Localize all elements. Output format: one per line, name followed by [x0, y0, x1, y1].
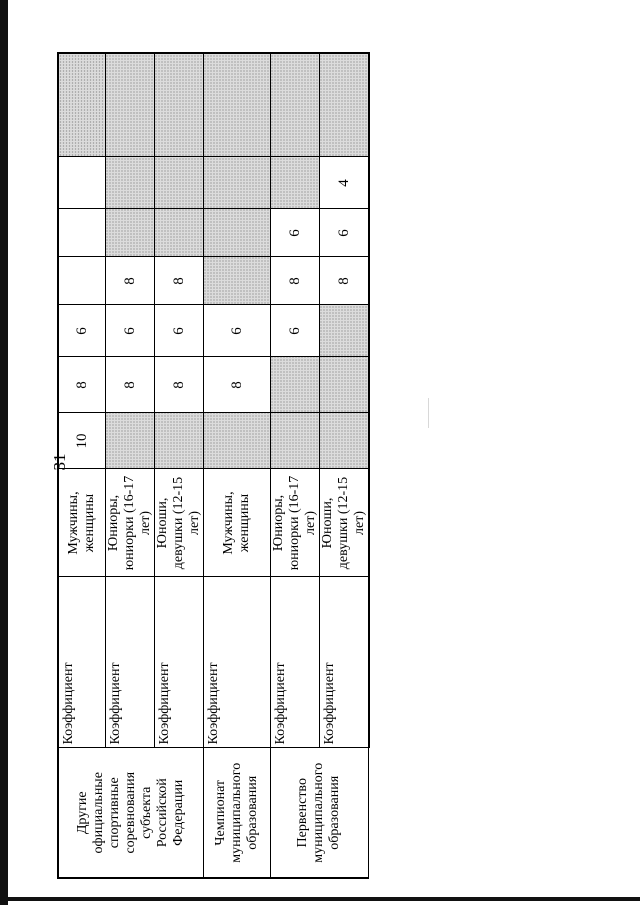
place-cell	[319, 413, 369, 469]
table-row	[203, 53, 270, 878]
place-cell: 8	[58, 357, 105, 413]
place-cell	[154, 209, 203, 257]
place-cell: 6	[58, 305, 105, 357]
place-cell: 6	[270, 209, 319, 257]
place-cell	[154, 53, 203, 157]
coefficient-cell: Коэффициент	[270, 577, 319, 748]
place-cell: 8	[154, 357, 203, 413]
category-cell: Юниоры, юниорки (16-17 лет)	[270, 469, 319, 577]
place-cell: 8	[270, 257, 319, 305]
competition-cell: Чемпионат муниципального образования	[203, 748, 270, 878]
place-cell: 8	[203, 357, 270, 413]
place-cell	[270, 157, 319, 209]
place-cell: 8	[105, 257, 154, 305]
place-cell	[203, 157, 270, 209]
place-cell: 4	[319, 157, 369, 209]
place-cell: 10	[58, 413, 105, 469]
place-cell	[105, 413, 154, 469]
coefficients-table	[57, 52, 370, 879]
place-cell: 6	[154, 305, 203, 357]
place-cell: 8	[105, 357, 154, 413]
place-cell	[105, 157, 154, 209]
place-cell	[203, 257, 270, 305]
table-row	[58, 53, 105, 878]
place-cell	[270, 53, 319, 157]
table-row	[270, 53, 319, 878]
place-cell: 6	[105, 305, 154, 357]
place-cell	[203, 209, 270, 257]
coefficient-cell: Коэффициент	[203, 577, 270, 748]
coefficient-cell: Коэффициент	[154, 577, 203, 748]
place-cell	[270, 413, 319, 469]
category-cell: Юноши, девушки (12-15 лет)	[319, 469, 369, 577]
place-cell	[105, 53, 154, 157]
place-cell: 6	[319, 209, 369, 257]
place-cell	[203, 53, 270, 157]
coefficient-cell: Коэффициент	[105, 577, 154, 748]
bottom-border-line	[0, 897, 640, 901]
place-cell	[154, 413, 203, 469]
place-cell	[270, 357, 319, 413]
scan-mark	[428, 398, 429, 428]
place-cell	[58, 157, 105, 209]
page-number: 31	[50, 453, 69, 471]
competition-cell: Другие официальные спортивные соревнования субъекта Российской Федерации	[58, 748, 203, 878]
coefficient-cell: Коэффициент	[319, 577, 369, 748]
place-cell: 8	[154, 257, 203, 305]
place-cell	[105, 209, 154, 257]
rotated-table-wrapper	[57, 54, 367, 879]
place-cell: 8	[319, 257, 369, 305]
place-cell	[58, 209, 105, 257]
place-cell: 6	[270, 305, 319, 357]
place-cell	[319, 53, 369, 157]
place-cell	[319, 305, 369, 357]
place-cell: 6	[203, 305, 270, 357]
category-cell: Юноши, девушки (12-15 лет)	[154, 469, 203, 577]
coefficient-cell: Коэффициент	[58, 577, 105, 748]
place-cell	[154, 157, 203, 209]
place-cell	[203, 413, 270, 469]
place-cell	[319, 357, 369, 413]
category-cell: Мужчины, женщины	[203, 469, 270, 577]
left-border-bar	[0, 0, 8, 905]
place-cell	[58, 53, 105, 157]
category-cell: Юниоры, юниорки (16-17 лет)	[105, 469, 154, 577]
competition-cell: Первенство муниципального образования	[270, 748, 369, 878]
place-cell	[58, 257, 105, 305]
category-cell: Мужчины, женщины	[58, 469, 105, 577]
